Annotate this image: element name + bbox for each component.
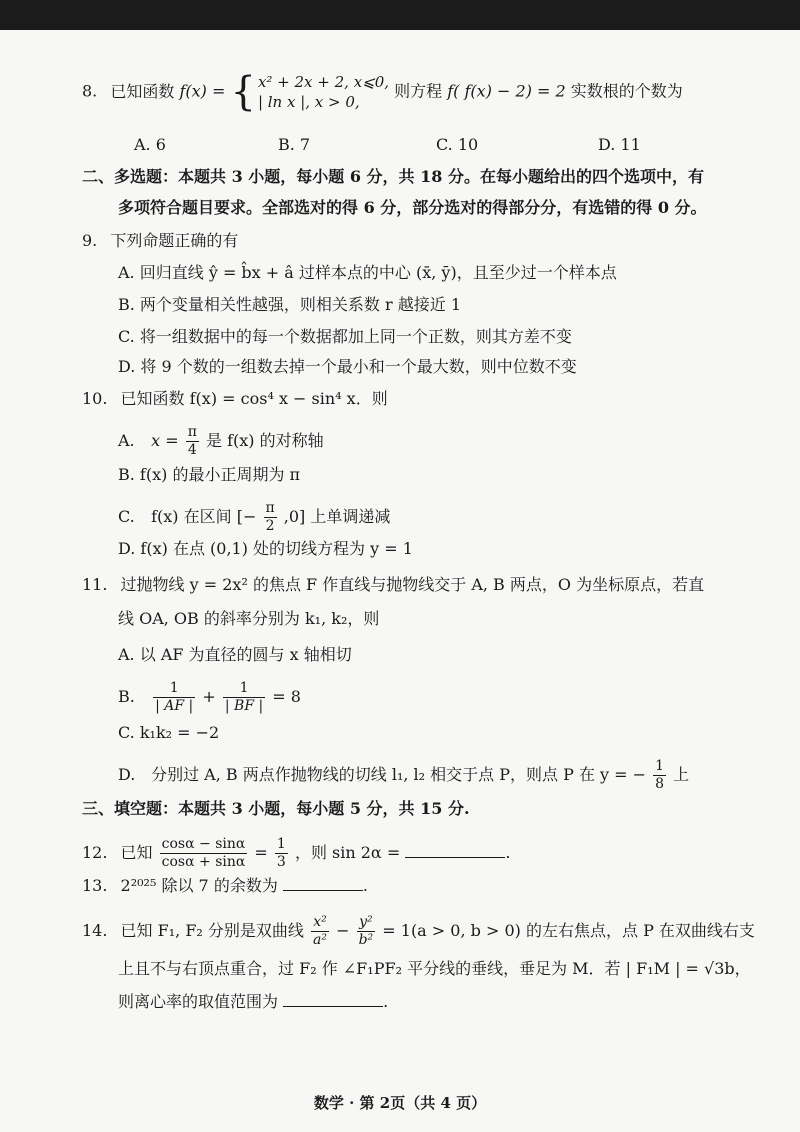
q11-line1: 过抛物线 y = 2x² 的焦点 F 作直线与抛物线交于 A, B 两点，O 为坐标原点，若直 [120,575,705,594]
q8-cases [258,72,389,112]
q8-equation: f( f(x) − 2) = 2 [447,81,566,101]
q9-number: 9. [82,231,98,250]
q10-stem: 已知函数 f(x) = cos⁴ x − sin⁴ x．则 [120,389,388,408]
q11-option-b [118,680,301,715]
q11-d-denominator: 8 [655,776,665,792]
question-13 [82,874,368,897]
q10-c-post: ,0] 上单调递减 [283,507,391,526]
q14-fraction-y [357,914,376,949]
q11-d-numerator: 1 [655,758,665,774]
q14-den-b: b² [358,932,374,948]
q10-option-d: D. f(x) 在点 (0,1) 处的切线方程为 y = 1 [118,539,413,558]
q14-line3: 则离心率的取值范围为 [118,992,279,1011]
q12-pre: 已知 [120,843,153,862]
q14-number: 14. [82,921,108,940]
q10-a-fraction [186,424,199,459]
q14-line3-wrap [118,990,388,1013]
q13-end: . [362,876,369,895]
q11-option-d [118,758,689,793]
q10-option-b: B. f(x) 的最小正周期为 π [118,465,301,484]
q11-d-fraction [653,758,666,793]
q10-option-c [118,500,390,535]
q10-number: 10. [82,389,108,408]
q12-ratio-den: 3 [276,854,286,870]
q14-num-y: y² [359,914,373,930]
q10-a-post: 是 f(x) 的对称轴 [206,431,324,450]
q11-b-eq: = 8 [272,687,301,706]
q11-b-den1: | AF | [155,698,194,714]
q9-option-d: D. 将 9 个数的一组数去掉一个最小和一个最大数，则中位数不变 [118,357,577,376]
q10-c-numerator: π [265,500,275,516]
q12-number: 12. [82,843,108,862]
q9-stem: 下列命题正确的有 [110,231,239,250]
q11-b-plus: + [202,687,216,706]
q11-b-fraction2 [223,680,265,715]
q11-option-c: C. k₁k₂ = −2 [118,723,220,742]
question-9 [82,230,238,252]
q8-option-d: D. 11 [598,135,641,154]
question-10 [82,388,388,410]
q14-line2: 上且不与右顶点重合，过 F₂ 作 ∠F₁PF₂ 平分线的垂线，垂足为 M．若 | F₁M | = √3b， [118,959,751,978]
top-border-bar [0,0,800,30]
question-14 [82,914,755,949]
q10-a-pre: x = [151,431,179,450]
q8-brace: { [230,69,256,115]
q10-c-fraction [263,500,276,535]
q12-end: . [505,843,511,862]
q12-fraction [160,836,248,871]
section2-line2: 多项符合题目要求。全部选对的得 6 分，部分选对的得部分分，有选错的得 0 分。 [118,198,707,217]
question-8 [82,69,683,115]
q11-b-num2: 1 [239,680,249,696]
q8-tail: 实数根的个数为 [570,81,683,101]
q9-option-a: A. 回归直线 ŷ = b̂x + â 过样本点的中心 (x̄, ȳ)，且至少过一个样本点 [118,263,617,282]
q8-post: 则方程 [394,81,443,101]
q11-line2: 线 OA, OB 的斜率分别为 k₁, k₂，则 [118,609,380,628]
q12-answer-blank[interactable] [405,841,505,858]
q14-end: . [383,992,389,1011]
q11-b-fraction1 [153,680,195,715]
q11-d-pre: 分别过 A, B 两点作抛物线的切线 l₁, l₂ 相交于点 P，则点 P 在 y = − [151,765,647,784]
q8-option-b: B. 7 [278,135,311,154]
q9-option-b: B. 两个变量相关性越强，则相关系数 r 越接近 1 [118,295,462,314]
q8-option-a: A. 6 [134,135,166,154]
q14-minus: − [336,921,350,940]
q12-eq: = [254,843,268,862]
q8-fx: f(x) = [179,81,226,101]
q8-number: 8. [82,81,98,101]
q13-answer-blank[interactable] [283,874,363,891]
q12-ratio-num: 1 [276,836,286,852]
q14-num-x: x² [313,914,327,930]
q11-option-a: A. 以 AF 为直径的圆与 x 轴相切 [118,645,352,664]
question-12 [82,836,510,871]
q8-case1: x² + 2x + 2, x⩽0, [257,73,390,91]
q10-c-denominator: 2 [265,518,275,534]
q13-number: 13. [82,876,108,895]
q11-d-label: D. [118,765,136,784]
q14-den-a: a² [313,932,327,948]
q10-a-numerator: π [187,424,197,440]
q12-numerator: cosα − sinα [161,836,246,852]
section3-heading: 三、填空题：本题共 3 小题，每小题 5 分，共 15 分. [82,799,470,818]
q11-b-label: B. [118,687,135,706]
section2-line1: 二、多选题：本题共 3 小题，每小题 6 分，共 18 分。在每小题给出的四个选项中，有 [82,167,704,186]
q11-d-post: 上 [673,765,690,784]
page-footer: 数学 · 第 2页（共 4 页） [313,1094,487,1112]
q8-pre: 已知函数 [110,81,175,101]
q14-fraction-x [311,914,329,949]
q12-ratio [275,836,288,871]
q10-option-a [118,424,324,459]
q14-pre: 已知 F₁, F₂ 分别是双曲线 [120,921,304,940]
q12-denominator: cosα + sinα [161,854,246,870]
question-11 [82,574,704,596]
q12-post: ，则 sin 2α = [294,843,401,862]
q9-option-c: C. 将一组数据中的每一个数据都加上同一个正数，则其方差不变 [118,327,572,346]
q14-post: = 1(a > 0, b > 0) 的左右焦点，点 P 在双曲线右支 [382,921,755,940]
q11-b-num1: 1 [169,680,179,696]
q10-c-pre: f(x) 在区间 [− [151,507,257,526]
q11-number: 11. [82,575,108,594]
q14-answer-blank[interactable] [283,990,383,1007]
q10-a-label: A. [118,431,135,450]
q8-option-c: C. 10 [436,135,479,154]
q10-c-label: C. [118,507,135,526]
q13-text: 2²⁰²⁵ 除以 7 的余数为 [120,876,278,895]
q11-b-den2: | BF | [224,698,264,714]
q10-a-denominator: 4 [187,442,197,458]
q8-case2: | ln x |, x > 0, [257,93,360,111]
